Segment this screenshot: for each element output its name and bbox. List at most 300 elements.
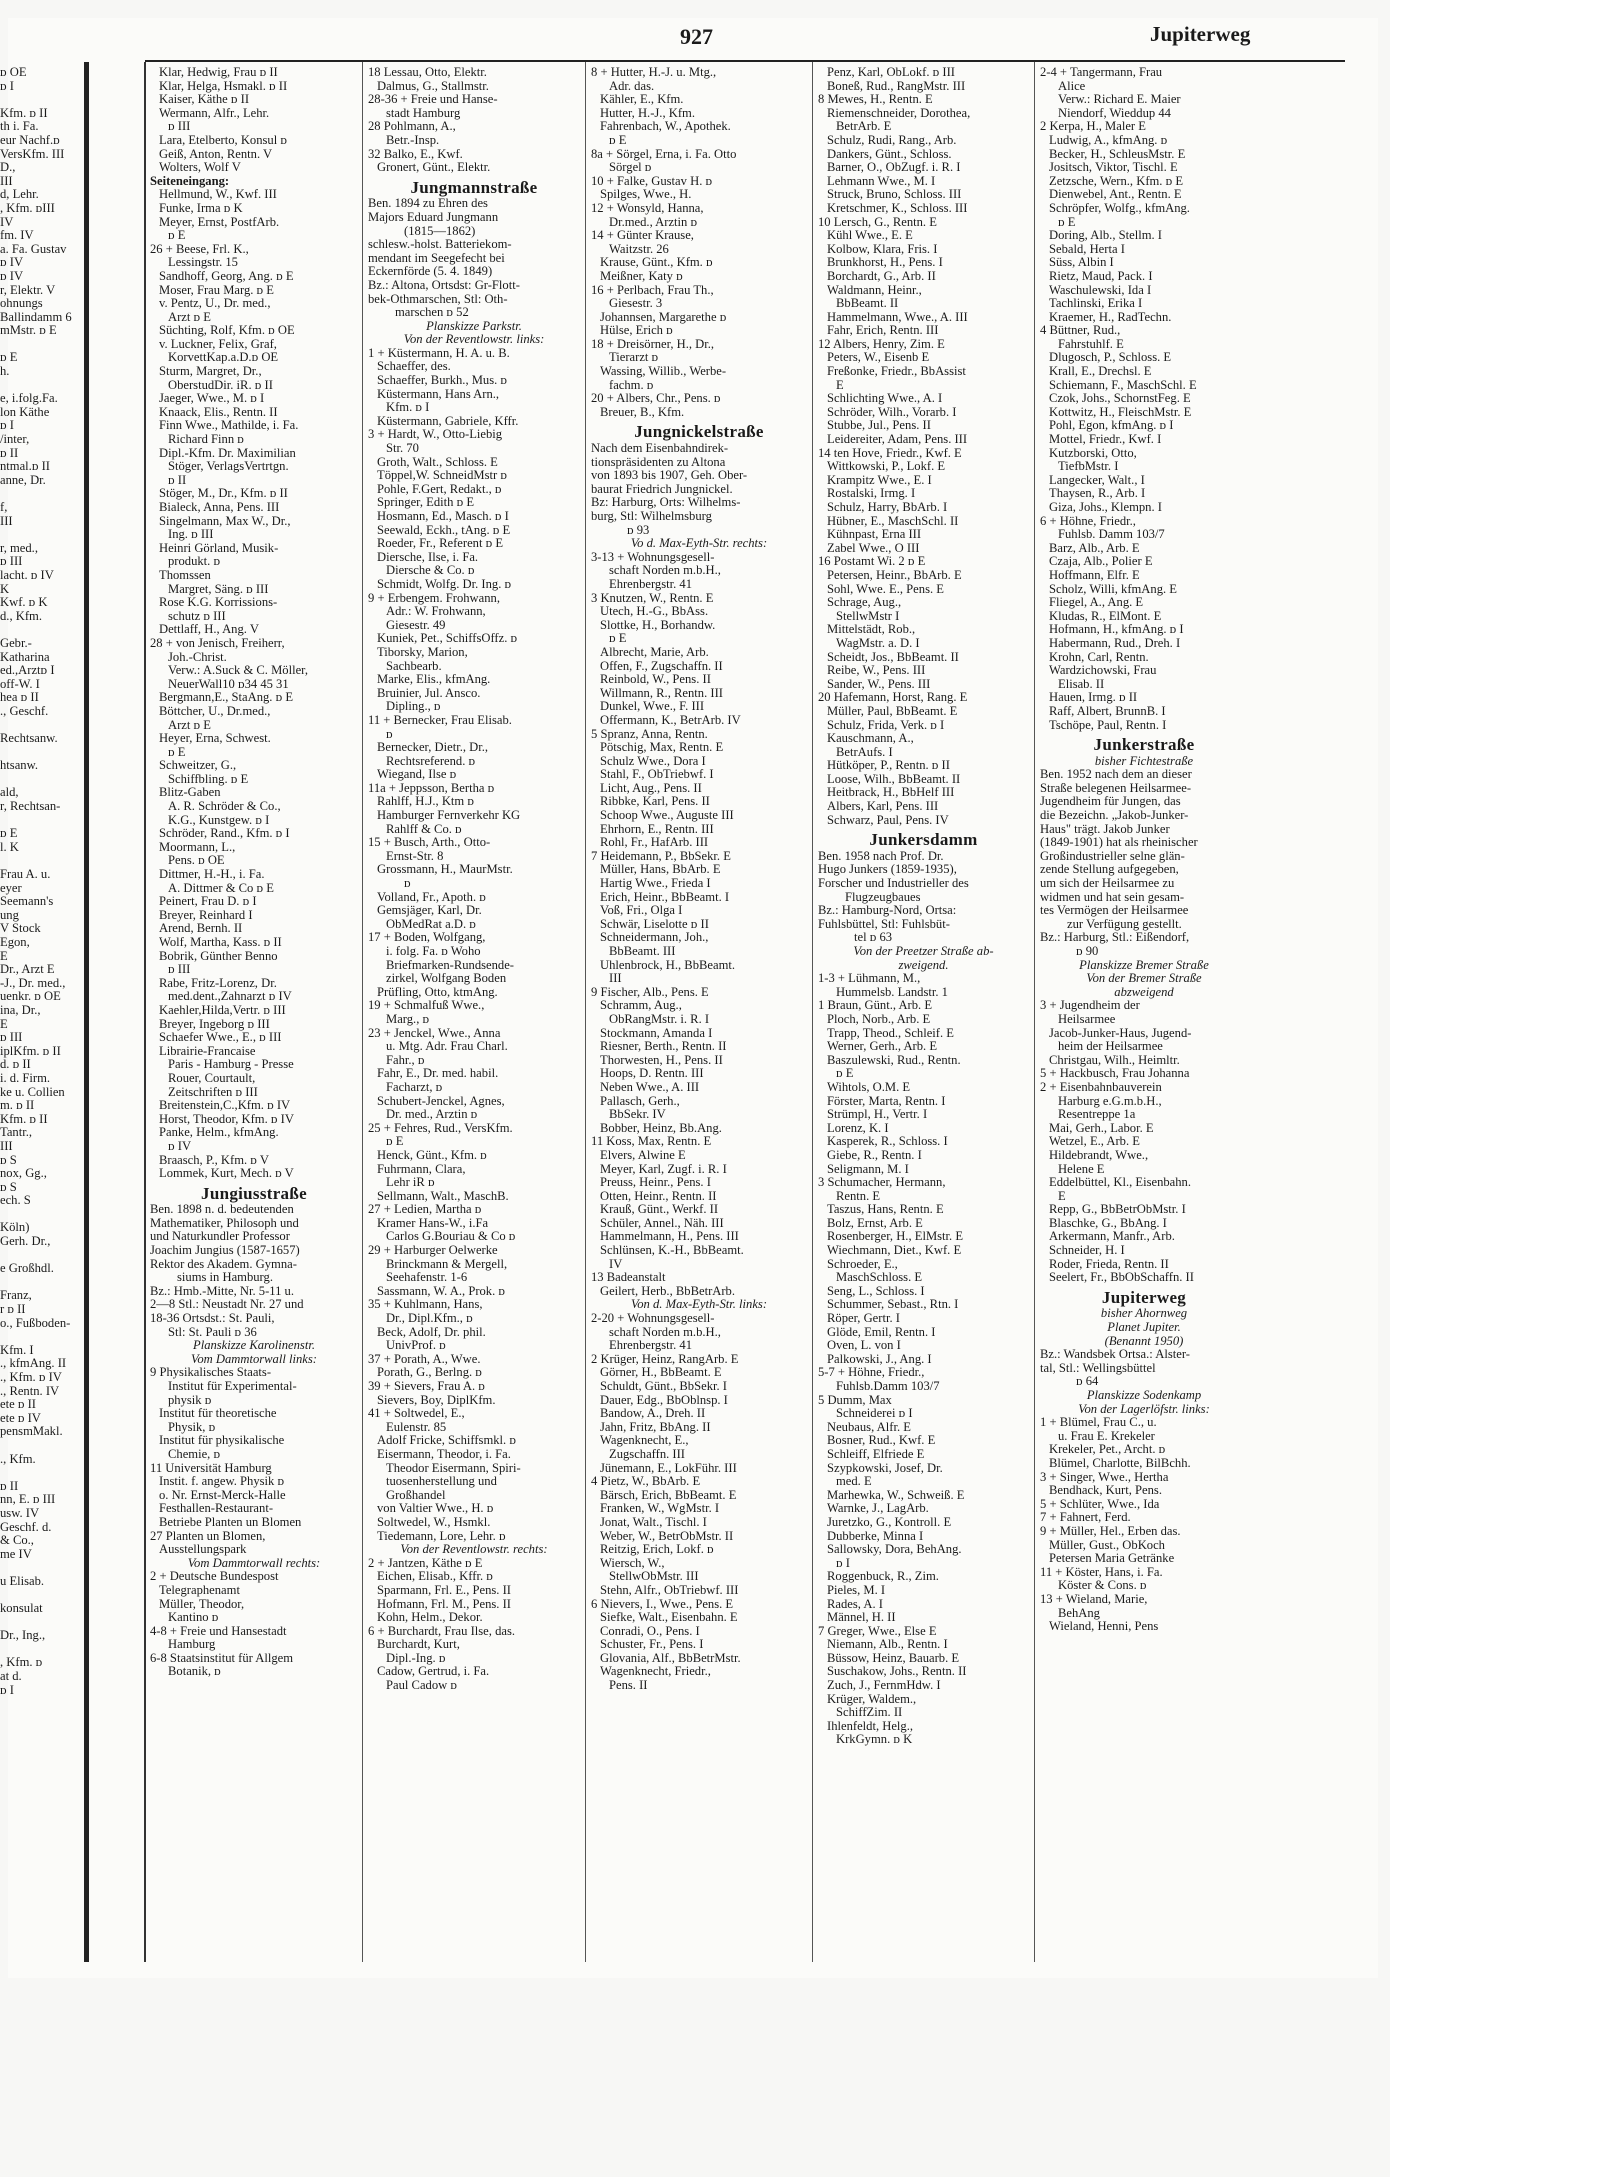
directory-entry: Facharzt, ᴅ xyxy=(386,1079,443,1094)
directory-entry: Seiteneingang: xyxy=(150,173,230,188)
directory-entry: Schulz, Rudi, Rang., Arb. xyxy=(827,132,957,147)
directory-entry: ᴅ 93 xyxy=(627,522,650,537)
edge-fragment: iplKfm. ᴅ II xyxy=(0,1043,61,1058)
directory-entry: Fliegel, A., Ang. E xyxy=(1049,595,1144,610)
directory-entry: Spilges, Wwe., H. xyxy=(600,187,692,202)
directory-entry: Breyer, Ingeborg ᴅ III xyxy=(159,1016,270,1031)
directory-entry: Schummer, Sebast., Rtn. I xyxy=(827,1297,959,1312)
directory-entry: Marg., ᴅ xyxy=(386,1011,430,1026)
directory-entry: produkt. ᴅ xyxy=(168,554,221,569)
directory-entry: 8a + Sörgel, Erna, i. Fa. Otto xyxy=(591,146,737,161)
directory-entry: Giesestr. 3 xyxy=(609,296,663,311)
directory-entry: Niemann, Alb., Rentn. I xyxy=(827,1637,948,1652)
directory-entry: Elvers, Alwine E xyxy=(600,1147,686,1162)
edge-fragment xyxy=(0,746,92,760)
directory-entry: Ben. 1958 nach Prof. Dr. xyxy=(818,848,944,863)
directory-entry: 35 + Kuhlmann, Hans, xyxy=(368,1297,483,1312)
section-note: zweigend. xyxy=(898,957,949,972)
edge-fragment: Kfm. ᴅ II xyxy=(0,105,48,120)
directory-entry: tal, Stl.: Wellingsbüttel xyxy=(1040,1360,1156,1375)
directory-entry: K.G., Kunstgew. ᴅ I xyxy=(168,812,270,827)
directory-entry: Horst, Theodor, Kfm. ᴅ IV xyxy=(159,1111,294,1126)
directory-entry: (1849-1901) hat als rheinischer xyxy=(1040,835,1198,850)
section-note: Vo d. Max-Eyth-Str. rechts: xyxy=(630,536,768,551)
edge-fragment: III xyxy=(0,173,13,188)
edge-fragment: ᴅ I xyxy=(0,1682,14,1697)
directory-entry: Waschulewski, Ida I xyxy=(1049,282,1152,297)
directory-entry: 23 + Jenckel, Wwe., Anna xyxy=(368,1025,501,1040)
directory-entry: med. E xyxy=(836,1474,872,1489)
street-heading: Jungiusstraße xyxy=(201,1183,307,1203)
directory-entry: Reibe, W., Pens. III xyxy=(827,663,926,678)
directory-entry: Stehn, Alfr., ObTriebwf. III xyxy=(600,1582,739,1597)
directory-entry: 11 + Bernecker, Frau Elisab. xyxy=(368,712,512,727)
directory-entry: Kfm. ᴅ I xyxy=(386,400,430,415)
directory-entry: widmen und hat sein gesam- xyxy=(1040,889,1185,904)
edge-fragment xyxy=(0,814,92,828)
directory-entry: Preuss, Heinr., Pens. I xyxy=(600,1175,711,1190)
directory-entry: Bz.: Harburg, Stl.: Eißendorf, xyxy=(1040,930,1190,945)
directory-entry: Kaehler,Hilda,Vertr. ᴅ III xyxy=(159,1002,286,1017)
directory-entry: Schrage, Aug., xyxy=(827,595,902,610)
edge-fragment: VersKfm. III xyxy=(0,146,65,161)
edge-fragment: r, Elektr. V xyxy=(0,282,56,297)
directory-entry: Bz: Harburg, Orts: Wilhelms- xyxy=(591,495,741,510)
directory-entry: Stubbe, Jul., Pens. II xyxy=(827,418,931,433)
directory-entry: Albrecht, Marie, Arb. xyxy=(600,644,709,659)
edge-fragment: Frau A. u. xyxy=(0,867,51,882)
directory-entry: Schwarz, Paul, Pens. IV xyxy=(827,812,949,827)
directory-entry: Geiß, Anton, Rentn. V xyxy=(159,146,273,161)
directory-entry: Bz.: Hmb.-Mitte, Nr. 5-11 u. xyxy=(150,1283,294,1298)
directory-entry: Schröder, Wilh., Vorarb. I xyxy=(827,404,957,419)
directory-entry: Glöde, Emil, Rentn. I xyxy=(827,1324,936,1339)
edge-fragment xyxy=(0,719,92,733)
directory-entry: III xyxy=(609,971,622,986)
directory-entry: E xyxy=(836,377,844,392)
directory-entry: 1 + Küstermann, H. A. u. B. xyxy=(368,345,510,360)
directory-entry: Eisermann, Theodor, i. Fa. xyxy=(377,1446,511,1461)
directory-entry: Roeder, Fr., Referent ᴅ E xyxy=(377,536,504,551)
directory-entry: Mai, Gerh., Labor. E xyxy=(1049,1120,1154,1135)
section-note: Planskizze Parkstr. xyxy=(426,318,522,333)
directory-entry: Slottke, H., Borhandw. xyxy=(600,617,716,632)
directory-entry: UnivProf. ᴅ xyxy=(386,1338,446,1353)
directory-entry: Jahn, Fritz, BbAng. II xyxy=(600,1419,711,1434)
directory-entry: Dunkel, Wwe., F. III xyxy=(600,699,705,714)
edge-fragment: V Stock xyxy=(0,921,41,936)
directory-entry: Institut für theoretische xyxy=(159,1406,277,1421)
directory-entry: Kraemer, H., RadTechn. xyxy=(1049,309,1172,324)
edge-fragment: ᴅ II xyxy=(0,445,19,460)
directory-entry: Hoops, D. Rentn. III xyxy=(600,1066,704,1081)
directory-entry: Blitz-Gaben xyxy=(159,785,221,800)
directory-entry: Bärsch, Erich, BbBeamt. E xyxy=(600,1487,737,1502)
directory-entry: 3 + Jugendheim der xyxy=(1040,998,1140,1013)
edge-fragment xyxy=(0,487,92,501)
column-divider xyxy=(812,62,813,1962)
directory-entry: zur Verfügung gestellt. xyxy=(1067,916,1182,931)
directory-entry: ᴅ xyxy=(386,726,393,741)
directory-entry: Sallowsky, Dora, BehAng. xyxy=(827,1542,962,1557)
directory-entry: Schulz Wwe., Dora I xyxy=(600,753,706,768)
directory-entry: BbBeamt. II xyxy=(836,296,899,311)
directory-entry: o. Nr. Ernst-Merck-Halle xyxy=(159,1487,286,1502)
directory-entry: Krekeler, Pet., Archt. ᴅ xyxy=(1049,1442,1166,1457)
directory-entry: BbSekr. IV xyxy=(609,1107,666,1122)
directory-entry: Wassing, Willib., Werbe- xyxy=(600,364,727,379)
directory-entry: 8 + Hutter, H.-J. u. Mtg., xyxy=(591,66,717,79)
directory-entry: Elisab. II xyxy=(1058,676,1105,691)
directory-entry: Porath, G., Berlng. ᴅ xyxy=(377,1365,482,1380)
directory-entry: 20 Hafemann, Horst, Rang. E xyxy=(818,690,968,705)
directory-entry: Seelert, Fr., BbObSchaffn. II xyxy=(1049,1270,1194,1285)
directory-entry: i. folg. Fa. ᴅ Woho xyxy=(386,944,481,958)
directory-entry: Bialeck, Anna, Pens. III xyxy=(159,500,280,514)
directory-entry: Schaeffer, des. xyxy=(377,359,451,374)
directory-entry: 6 + Höhne, Friedr., xyxy=(1040,513,1136,528)
directory-entry: Rechtsreferend. ᴅ xyxy=(386,753,476,768)
edge-fragment: a. Fa. Gustav xyxy=(0,241,67,256)
directory-entry: Fahrenbach, W., Apothek. xyxy=(600,119,731,134)
directory-entry: Hellmund, W., Kwf. III xyxy=(159,187,277,202)
directory-entry: stadt Hamburg xyxy=(386,105,461,120)
directory-entry: Müller, Theodor, xyxy=(159,1596,245,1611)
edge-fragment: h. xyxy=(0,364,10,379)
directory-entry: schlesw.-holst. Batteriekom- xyxy=(368,237,512,252)
directory-entry: Czok, Johs., SchornstFeg. E xyxy=(1049,391,1191,406)
directory-entry: tel ᴅ 63 xyxy=(854,930,893,945)
directory-entry: Kludas, R., ElMont. E xyxy=(1049,608,1162,623)
section-note: Von d. Max-Eyth-Str. links: xyxy=(630,1297,768,1312)
directory-entry: ᴅ E xyxy=(1058,214,1076,229)
directory-entry: Fuhrmann, Clara, xyxy=(377,1161,466,1176)
directory-entry: Müller, Paul, BbBeamt. E xyxy=(827,703,958,718)
directory-entry: 10 + Falke, Gustav H. ᴅ xyxy=(591,173,713,188)
directory-entry: Marke, Elis., kfmAng. xyxy=(377,672,491,687)
directory-entry: Dr.med., Arztin ᴅ xyxy=(609,214,698,229)
directory-entry: Böttcher, U., Dr.med., xyxy=(159,703,271,718)
edge-fragment: e Großhdl. xyxy=(0,1261,54,1276)
directory-entry: Zugschaffn. III xyxy=(609,1446,685,1461)
directory-entry: Großhandel xyxy=(386,1487,446,1502)
directory-entry: 11a + Jeppsson, Bertha ᴅ xyxy=(368,780,495,795)
directory-entry: Mittelstädt, Rob., xyxy=(827,622,916,637)
directory-entry: Becker, H., SchleusMstr. E xyxy=(1049,146,1186,161)
directory-entry: Thaysen, R., Arb. I xyxy=(1049,486,1146,501)
edge-fragment: r, Rechtsan- xyxy=(0,799,61,814)
directory-entry: Ludwig, A., kfmAng. ᴅ xyxy=(1049,132,1168,147)
directory-entry: Sohl, Wwe. E., Pens. E xyxy=(827,581,944,596)
directory-column-4 xyxy=(818,66,1029,1896)
section-note: Planskizze Sodenkamp xyxy=(1086,1388,1202,1402)
directory-entry: Büssow, Heinz, Bauarb. E xyxy=(827,1650,960,1665)
directory-entry: Hildebrandt, Wwe., xyxy=(1049,1147,1149,1162)
edge-fragment: ᴅ S xyxy=(0,1152,17,1167)
directory-entry: BetrAufs. I xyxy=(836,744,893,759)
directory-entry: Trapp, Theod., Schleif. E xyxy=(827,1025,954,1040)
directory-entry: Lara, Etelberto, Konsul ᴅ xyxy=(159,132,287,147)
directory-entry: 14 ten Hove, Friedr., Kwf. E xyxy=(818,445,962,460)
directory-entry: Ing. ᴅ III xyxy=(168,527,214,542)
directory-entry: ᴅ II xyxy=(168,472,187,487)
directory-entry: Rose K.G. Korrissions- xyxy=(159,595,278,610)
column-divider xyxy=(1034,62,1035,1962)
directory-entry: Schwär, Liselotte ᴅ II xyxy=(600,916,709,931)
section-note: Von der Preetzer Straße ab- xyxy=(853,944,994,958)
directory-entry: 29 + Harburger Oelwerke xyxy=(368,1243,498,1258)
directory-entry: Barner, O., ObZugf. i. R. I xyxy=(827,160,961,175)
directory-entry: Sparmann, Frl. E., Pens. II xyxy=(377,1582,511,1597)
edge-fragment: nox, Gg., xyxy=(0,1166,47,1181)
directory-column-2 xyxy=(368,66,580,1896)
directory-entry: Stockmann, Amanda I xyxy=(600,1025,713,1040)
directory-entry: Tiborsky, Marion, xyxy=(377,644,468,659)
directory-entry: Wetzel, E., Arb. E xyxy=(1049,1134,1140,1149)
directory-entry: A. R. Schröder & Co., xyxy=(168,799,281,814)
directory-entry: Gronert, Günt., Elektr. xyxy=(377,160,491,175)
directory-entry: Hamburg xyxy=(168,1637,216,1652)
directory-entry: Physik, ᴅ xyxy=(168,1419,216,1434)
directory-entry: StellwObMstr. III xyxy=(609,1569,699,1584)
directory-entry: Blümel, Charlotte, BilBchh. xyxy=(1049,1455,1191,1470)
directory-entry: Meißner, Katy ᴅ xyxy=(600,268,683,283)
directory-entry: Tschöpe, Paul, Rentn. I xyxy=(1049,717,1167,732)
edge-fragment xyxy=(0,1561,92,1575)
edge-fragment: -J., Dr. med., xyxy=(0,975,66,990)
directory-entry: Breyer, Reinhard I xyxy=(159,907,253,922)
directory-entry: Reinbold, W., Pens. II xyxy=(600,672,711,687)
directory-entry: Albers, Karl, Pens. III xyxy=(827,799,939,814)
directory-entry: Cadow, Gertrud, i. Fa. xyxy=(377,1664,490,1679)
directory-entry: Kutzborski, Otto, xyxy=(1049,445,1137,460)
edge-fragment: Ballindamm 6 xyxy=(0,309,72,324)
directory-entry: Förster, Marta, Rentn. I xyxy=(827,1093,946,1108)
directory-entry: Hutter, H.-J., Kfm. xyxy=(600,105,695,120)
directory-entry: schutz ᴅ III xyxy=(168,608,226,623)
directory-entry: Schroeder, E., xyxy=(827,1256,898,1271)
directory-entry: Ben. 1898 n. d. bedeutenden xyxy=(150,1202,294,1217)
directory-entry: Festhallen-Restaurant- xyxy=(159,1501,274,1516)
directory-entry: fachm. ᴅ xyxy=(609,377,654,392)
directory-entry: Ehrhorn, E., Rentn. III xyxy=(600,821,714,836)
directory-entry: Christgau, Wilh., Heimltr. xyxy=(1049,1052,1180,1067)
edge-fragment: ᴅ III xyxy=(0,554,23,569)
edge-fragment: E xyxy=(0,1016,8,1031)
directory-entry: Petersen, Heinr., BbArb. E xyxy=(827,567,962,582)
edge-fragment: ntmal.ᴅ II xyxy=(0,459,50,474)
directory-entry: Stöger, M., Dr., Kfm. ᴅ II xyxy=(159,486,288,501)
directory-entry: Ploch, Norb., Arb. E xyxy=(827,1011,931,1026)
directory-entry: Niendorf, Wieddup 44 xyxy=(1058,105,1171,120)
edge-fragment: Dr., Ing., xyxy=(0,1628,46,1643)
directory-entry: Verw.: Richard E. Maier xyxy=(1058,92,1181,107)
directory-entry: (1815—1862) xyxy=(404,223,476,238)
directory-entry: um sich der Heilsarmee zu xyxy=(1040,876,1175,891)
directory-entry: Thorwesten, H., Pens. II xyxy=(600,1052,723,1067)
directory-entry: Resentreppe 1a xyxy=(1058,1107,1136,1122)
directory-entry: Schulz, Frida, Verk. ᴅ I xyxy=(827,717,945,732)
edge-fragment xyxy=(0,338,92,352)
directory-entry: 2—8 Stl.: Neustadt Nr. 27 und xyxy=(150,1297,304,1312)
directory-entry: Heitbrack, H., BbHelf III xyxy=(827,785,955,800)
edge-fragment xyxy=(0,1466,92,1480)
edge-fragment: Köln) xyxy=(0,1220,30,1235)
edge-fragment: ald, xyxy=(0,785,19,800)
directory-entry: 27 Planten un Blomen, xyxy=(150,1528,266,1543)
directory-entry: Kolbow, Klara, Fris. I xyxy=(827,241,938,256)
directory-entry: mendant im Seegefecht bei xyxy=(368,250,505,265)
directory-entry: Kähler, E., Kfm. xyxy=(600,92,684,107)
edge-fragment: ᴅ I xyxy=(0,418,14,433)
directory-entry: Uhlenbrock, H., BbBeamt. xyxy=(600,957,736,972)
edge-fragment xyxy=(0,528,92,542)
edge-fragment: D., xyxy=(0,160,16,175)
edge-fragment xyxy=(0,623,92,637)
directory-entry: ᴅ xyxy=(404,876,411,891)
directory-entry: Dlugosch, P., Schloss. E xyxy=(1049,350,1172,365)
directory-entry: Marhewka, W., Schweiß. E xyxy=(827,1487,965,1502)
directory-entry: Otten, Heinr., Rentn. II xyxy=(600,1188,717,1203)
edge-fragment: ete ᴅ IV xyxy=(0,1410,41,1425)
directory-entry: Rosenberger, H., ElMstr. E xyxy=(827,1229,964,1244)
section-note: abzweigend xyxy=(1114,984,1174,999)
directory-entry: Bz.: Altona, Ortsdst: Gr-Flott- xyxy=(368,277,520,292)
directory-entry: Wieland, Henni, Pens xyxy=(1049,1619,1159,1634)
directory-entry: 5 Dumm, Max xyxy=(818,1392,892,1407)
directory-entry: Siefke, Walt., Eisenbahn. E xyxy=(600,1610,738,1625)
directory-entry: Schiemann, F., MaschSchl. E xyxy=(1049,377,1197,392)
directory-entry: 9 + Erbengem. Frohwann, xyxy=(368,590,500,605)
directory-entry: Rostalski, Irmg. I xyxy=(827,486,916,501)
directory-entry: Ehrenbergstr. 41 xyxy=(609,1338,693,1353)
directory-entry: Eichen, Elisab., Kffr. ᴅ xyxy=(377,1569,493,1584)
directory-entry: Fahr, Erich, Rentn. III xyxy=(827,323,939,338)
directory-entry: Dipl.-Kfm. Dr. Maximilian xyxy=(159,445,296,460)
section-note: Von der Reventlowstr. rechts: xyxy=(400,1542,548,1557)
directory-entry: Krampitz Wwe., E. I xyxy=(827,472,932,487)
directory-entry: Klar, Helga, Hsmakl. ᴅ II xyxy=(159,78,288,93)
directory-entry: Barz, Alb., Arb. E xyxy=(1049,540,1140,555)
directory-entry: 5 + Hackbusch, Frau Johanna xyxy=(1040,1066,1190,1081)
directory-entry: ObRangMstr. i. R. I xyxy=(609,1011,710,1026)
directory-entry: Harburg e.G.m.b.H., xyxy=(1058,1093,1162,1108)
directory-entry: KorvettKap.a.D.ᴅ OE xyxy=(168,350,279,365)
directory-entry: 1-3 + Lühmann, M., xyxy=(818,971,921,986)
directory-entry: Rahlff & Co. ᴅ xyxy=(386,821,462,836)
directory-entry: Rahlff, H.J., Ktm ᴅ xyxy=(377,794,474,809)
directory-entry: Suschakow, Johs., Rentn. II xyxy=(827,1664,967,1679)
directory-entry: Lehmann Wwe., M. I xyxy=(827,173,936,188)
directory-entry: Ehrenbergstr. 41 xyxy=(609,576,693,591)
column-divider xyxy=(362,62,363,1962)
directory-entry: Taszus, Hans, Rentn. E xyxy=(827,1202,944,1217)
directory-entry: Seewald, Eckh., tAng. ᴅ E xyxy=(377,522,511,537)
directory-entry: Jaeger, Wwe., M. ᴅ I xyxy=(159,391,265,406)
edge-fragment: i. d. Firm. xyxy=(0,1070,51,1085)
previous-page-edge xyxy=(0,66,92,1697)
edge-fragment: ᴅ S xyxy=(0,1179,17,1194)
edge-fragment: Gerh. Dr., xyxy=(0,1234,51,1249)
directory-entry: TiefbMstr. I xyxy=(1058,459,1119,474)
directory-entry: E xyxy=(1058,1188,1066,1203)
directory-entry: Seehafenstr. 1-6 xyxy=(386,1270,468,1285)
directory-entry: Rohl, Fr., HafArb. III xyxy=(600,835,709,850)
edge-fragment: ᴅ IV xyxy=(0,268,24,283)
directory-entry: Zabel Wwe., O III xyxy=(827,540,920,555)
directory-column-3 xyxy=(591,66,807,1896)
directory-entry: 17 + Boden, Wolfgang, xyxy=(368,930,486,945)
directory-entry: Krall, E., Drechsl. E xyxy=(1049,364,1152,379)
directory-entry: ᴅ I xyxy=(836,1555,850,1570)
edge-fragment: ., Rentn. IV xyxy=(0,1383,60,1398)
directory-entry: 18 Lessau, Otto, Elektr. xyxy=(368,66,487,79)
edge-fragment: uenkr. ᴅ OE xyxy=(0,989,61,1004)
edge-fragment: Gebr.- xyxy=(0,635,32,650)
directory-entry: Bobrik, Günther Benno xyxy=(159,948,278,963)
directory-entry: Raff, Albert, BrunnB. I xyxy=(1049,703,1166,718)
directory-entry: 6 + Burchardt, Frau Ilse, das. xyxy=(368,1623,515,1638)
directory-entry: Bernecker, Dietr., Dr., xyxy=(377,740,489,755)
directory-entry: Krause, Günt., Kfm. ᴅ xyxy=(600,255,713,270)
directory-entry: Baszulewski, Rud., Rentn. xyxy=(827,1052,961,1067)
directory-entry: Prüfling, Otto, ktmAng. xyxy=(377,984,498,999)
directory-entry: Stöger, VerlagsVertrtgn. xyxy=(168,459,289,474)
directory-entry: 1 + Blümel, Frau C., u. xyxy=(1040,1415,1157,1430)
directory-entry: ᴅ E xyxy=(386,1134,404,1149)
directory-entry: Seng, L., Schloss. I xyxy=(827,1283,925,1298)
directory-entry: Straße belegenen Heilsarmee- xyxy=(1040,780,1192,795)
directory-entry: ObMedRat a.D. ᴅ xyxy=(386,916,476,931)
directory-entry: 11 Koss, Max, Rentn. E xyxy=(591,1134,712,1149)
directory-entry: Wardzichowski, Frau xyxy=(1049,663,1157,678)
edge-fragment: ᴅ IV xyxy=(0,255,24,270)
directory-entry: Gemsjäger, Karl, Dr. xyxy=(377,903,482,918)
directory-entry: 5 Spranz, Anna, Rentn. xyxy=(591,726,708,741)
directory-entry: 4-8 + Freie und Hansestadt xyxy=(150,1623,287,1638)
directory-column-1 xyxy=(150,66,358,1896)
directory-entry: Süchting, Rolf, Kfm. ᴅ OE xyxy=(159,323,295,338)
directory-entry: Majors Eduard Jungmann xyxy=(368,209,499,224)
directory-entry: 28-36 + Freie und Hanse- xyxy=(368,92,498,107)
directory-entry: Rentn. E xyxy=(836,1188,881,1203)
directory-entry: Franken, W., WgMstr. I xyxy=(600,1501,720,1516)
directory-entry: ᴅ E xyxy=(836,1066,854,1081)
directory-entry: Blaschke, G., BbAng. I xyxy=(1049,1215,1167,1230)
edge-fragment: Kfm. I xyxy=(0,1342,34,1357)
edge-fragment: fm. IV xyxy=(0,228,34,243)
edge-fragment: ᴅ E xyxy=(0,826,18,841)
directory-entry: Chemie, ᴅ xyxy=(168,1446,221,1461)
directory-entry: Seligmann, M. I xyxy=(827,1161,909,1176)
edge-fragment: d, Lehr. xyxy=(0,187,39,202)
directory-entry: Eddelbüttel, Kl., Eisenbahn. xyxy=(1049,1175,1191,1190)
directory-entry: Adr.: W. Frohwann, xyxy=(386,604,486,619)
directory-entry: Strümpl, H., Vertr. I xyxy=(827,1107,928,1122)
directory-entry: Singelmann, Max W., Dr., xyxy=(159,513,291,528)
directory-entry: Grossmann, H., MaurMstr. xyxy=(377,862,513,877)
edge-fragment: lon Käthe xyxy=(0,404,50,419)
directory-entry: Schröder, Rand., Kfm. ᴅ I xyxy=(159,826,290,841)
directory-entry: Schoop Wwe., Auguste III xyxy=(600,808,734,823)
directory-entry: Dr. med., Arztin ᴅ xyxy=(386,1107,478,1122)
edge-fragment xyxy=(0,854,92,868)
directory-entry: zirkel, Wolfgang Boden xyxy=(386,971,507,986)
directory-entry: Librairie-Francaise xyxy=(159,1043,256,1058)
directory-entry: 2 + Jantzen, Käthe ᴅ E xyxy=(368,1555,483,1570)
directory-entry: ᴅ E xyxy=(168,744,186,759)
directory-entry: 3 Schumacher, Hermann, xyxy=(818,1175,946,1190)
